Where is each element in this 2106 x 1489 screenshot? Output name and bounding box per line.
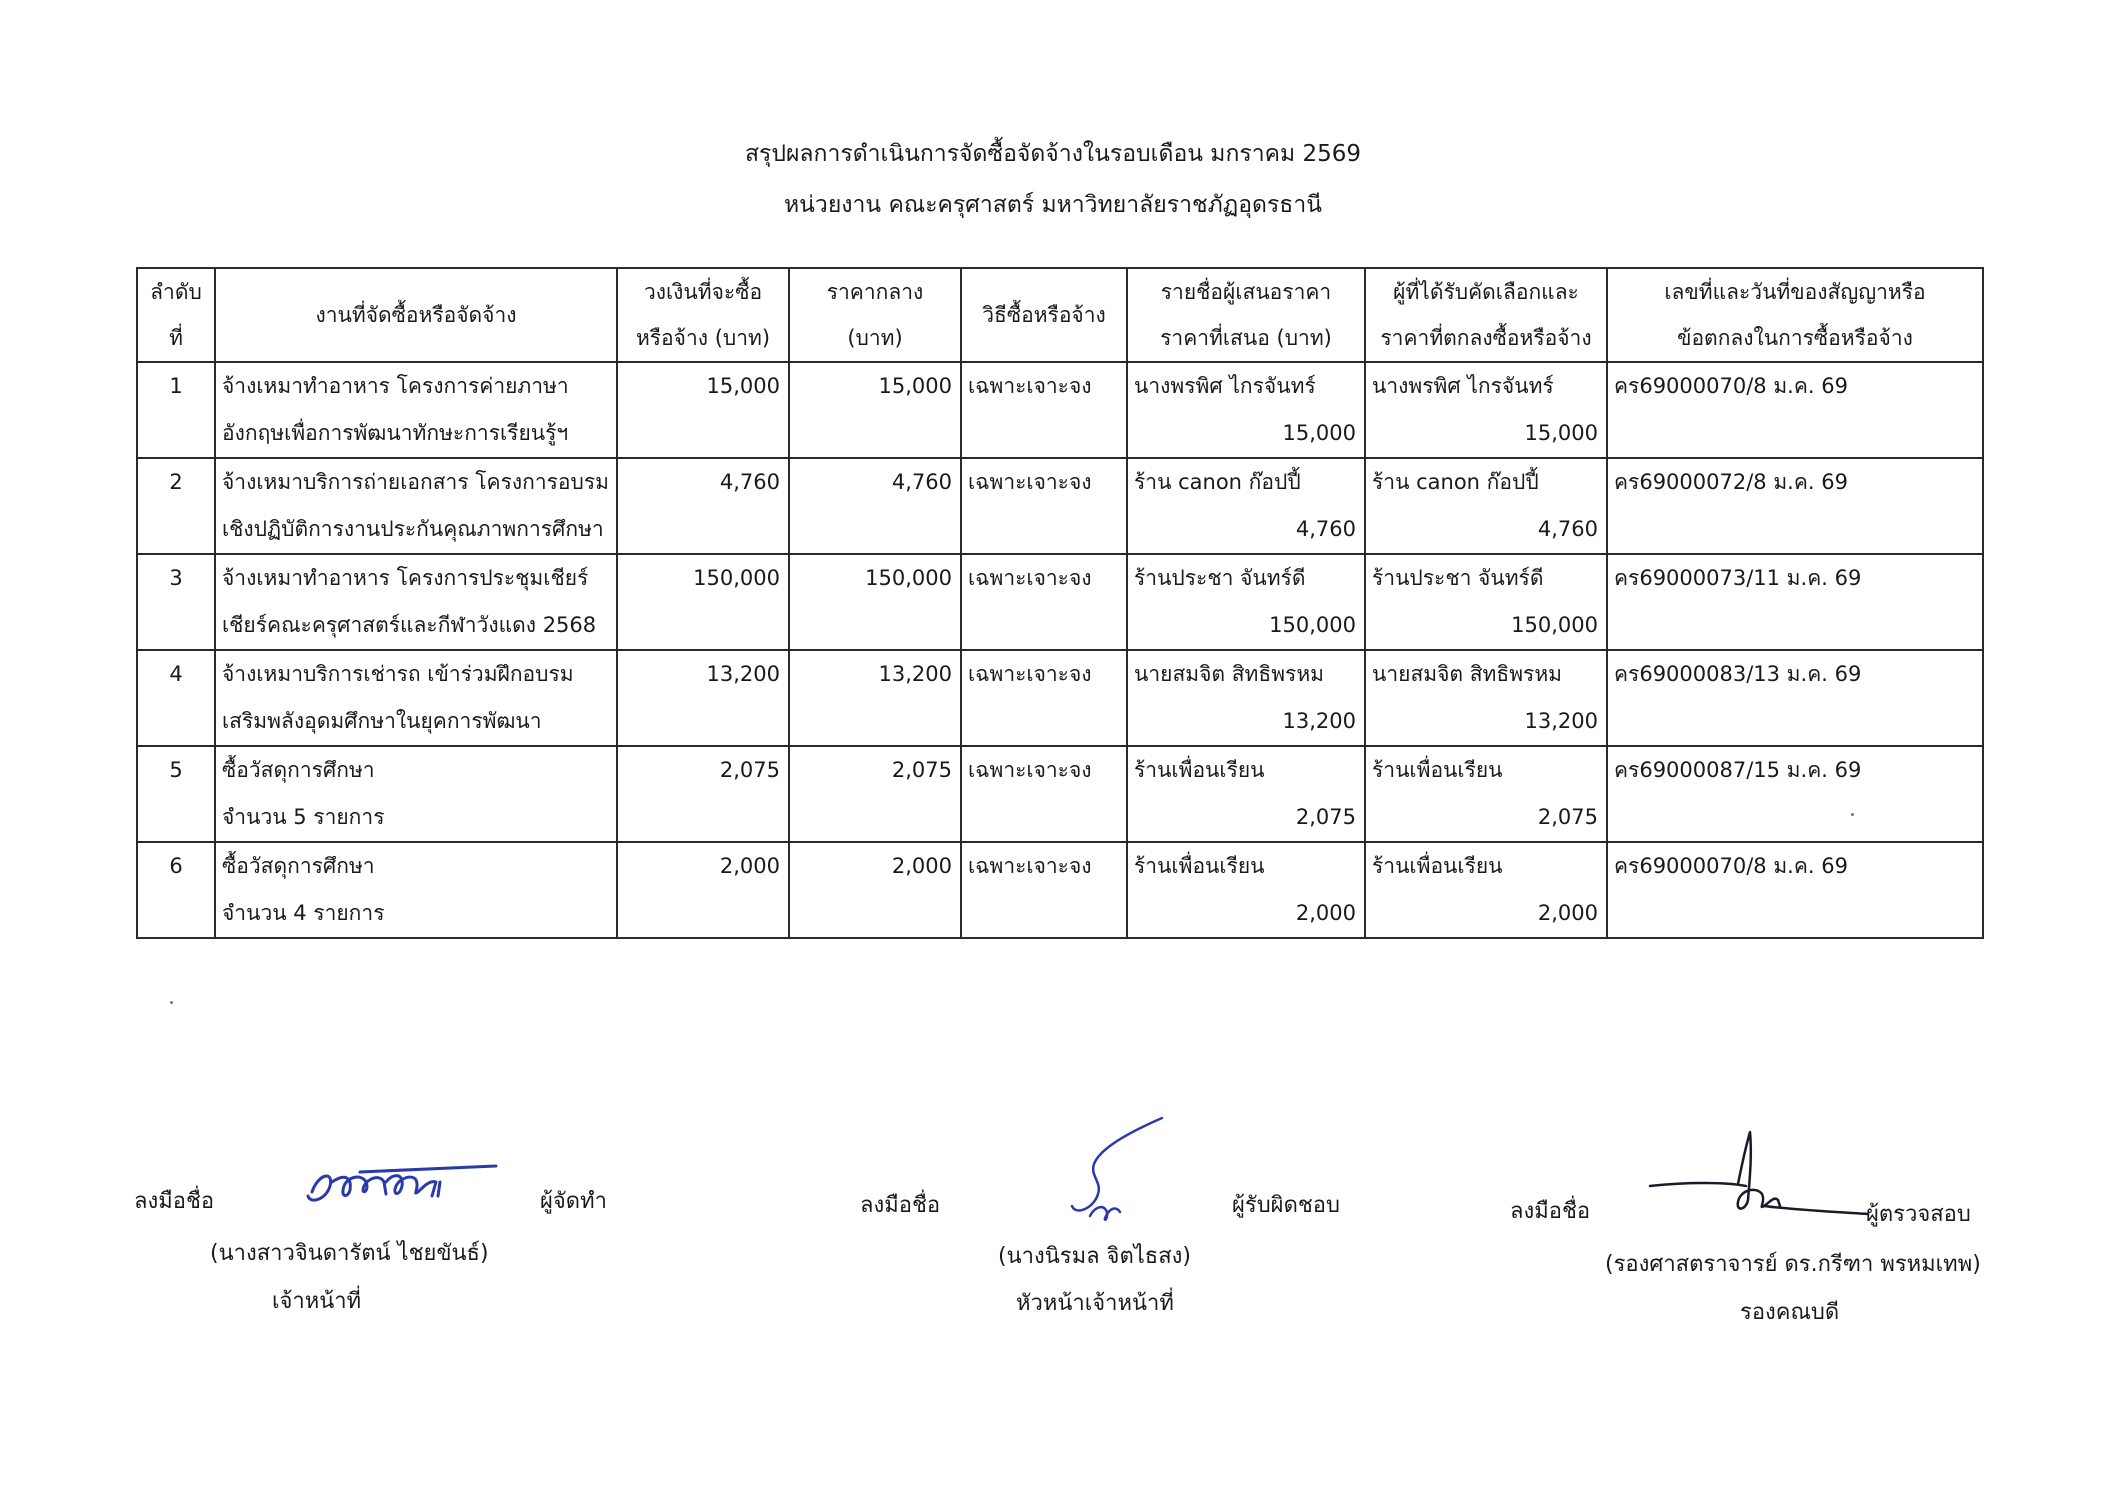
- row-no: 1: [169, 374, 183, 398]
- page-title: สรุปผลการดำเนินการจัดซื้อจัดจ้างในรอบเดือน มกราคม 2569: [744, 141, 1362, 167]
- signer-position: เจ้าหน้าที่: [272, 1289, 362, 1314]
- col-header-bidders: รายชื่อผู้เสนอราคา ราคาที่เสนอ (บาท): [1127, 268, 1365, 362]
- row-no: 4: [169, 662, 183, 686]
- table-row: [137, 362, 1983, 458]
- row-contract: คร69000073/11 ม.ค. 69: [1614, 566, 1862, 590]
- col-header-winner: ผู้ที่ได้รับคัดเลือกและ ราคาที่ตกลงซื้อหรือจ้าง: [1365, 268, 1607, 362]
- row-bidder-name: ร้านประชา จันทร์ดี: [1134, 566, 1306, 590]
- row-bidder-name: ร้านเพื่อนเรียน: [1134, 854, 1265, 878]
- row-median-price: 2,000: [891, 854, 952, 878]
- col-header-method: วิธีซื้อหรือจ้าง: [961, 268, 1127, 362]
- handwritten-signature: [1050, 1112, 1180, 1232]
- row-bidder-name: นายสมจิต สิทธิพรหม: [1134, 662, 1325, 686]
- row-winner-price: 4,760: [1537, 517, 1598, 541]
- row-item-line1: ซื้อวัสดุการศึกษา: [222, 758, 375, 782]
- role-label: ผู้จัดทำ: [540, 1189, 607, 1214]
- row-winner-name: ร้าน canon ก๊อปปี้: [1372, 470, 1539, 494]
- row-median-price: 13,200: [878, 662, 952, 686]
- sign-label: ลงมือชื่อ: [1510, 1199, 1591, 1224]
- row-item-line2: อังกฤษเพื่อการพัฒนาทักษะการเรียนรู้ฯ: [222, 421, 569, 445]
- col-header-no: ลำดับ ที่: [137, 268, 215, 362]
- role-label: ผู้ตรวจสอบ: [1866, 1202, 1971, 1227]
- row-budget: 15,000: [706, 374, 780, 398]
- handwritten-signature: [300, 1152, 500, 1216]
- signer-position: รองคณบดี: [1740, 1300, 1840, 1325]
- row-winner-price: 13,200: [1524, 709, 1598, 733]
- row-bidder-price: 4,760: [1295, 517, 1356, 541]
- row-median-price: 2,075: [891, 758, 952, 782]
- row-winner-price: 15,000: [1524, 421, 1598, 445]
- page-subtitle: หน่วยงาน คณะครุศาสตร์ มหาวิทยาลัยราชภัฏอุดรธานี: [784, 192, 1322, 218]
- row-method: เฉพาะเจาะจง: [968, 854, 1092, 878]
- row-method: เฉพาะเจาะจง: [968, 758, 1092, 782]
- row-winner-price: 2,000: [1537, 901, 1598, 925]
- row-method: เฉพาะเจาะจง: [968, 566, 1092, 590]
- row-winner-price: 2,075: [1537, 805, 1598, 829]
- scan-speck: [170, 1001, 173, 1004]
- row-bidder-price: 2,000: [1295, 901, 1356, 925]
- signer-position: หัวหน้าเจ้าหน้าที่: [1016, 1291, 1174, 1316]
- signer-name: (นางนิรมล จิตไธสง): [998, 1244, 1191, 1269]
- row-item-line2: จำนวน 4 รายการ: [222, 901, 385, 925]
- row-contract: คร69000072/8 ม.ค. 69: [1614, 470, 1848, 494]
- row-item-line1: จ้างเหมาทำอาหาร โครงการค่ายภาษา: [222, 374, 569, 398]
- col-header-median-price: ราคากลาง (บาท): [789, 268, 961, 362]
- scan-speck: [1851, 813, 1854, 816]
- row-bidder-price: 13,200: [1282, 709, 1356, 733]
- row-winner-price: 150,000: [1511, 613, 1598, 637]
- row-bidder-price: 2,075: [1295, 805, 1356, 829]
- row-contract: คร69000087/15 ม.ค. 69: [1614, 758, 1862, 782]
- row-item-line1: จ้างเหมาทำอาหาร โครงการประชุมเชียร์: [222, 566, 589, 590]
- row-item-line2: เชียร์คณะครุศาสตร์และกีฬาวังแดง 2568: [222, 613, 597, 637]
- col-header-item: งานที่จัดซื้อหรือจัดจ้าง: [215, 268, 617, 362]
- row-winner-name: ร้านเพื่อนเรียน: [1372, 854, 1503, 878]
- table-header-row: [137, 268, 1983, 362]
- row-winner-name: นายสมจิต สิทธิพรหม: [1372, 662, 1563, 686]
- row-contract: คร69000083/13 ม.ค. 69: [1614, 662, 1862, 686]
- row-budget: 2,000: [719, 854, 780, 878]
- row-winner-name: ร้านประชา จันทร์ดี: [1372, 566, 1544, 590]
- table-row: [137, 842, 1983, 938]
- row-item-line1: จ้างเหมาบริการเช่ารถ เข้าร่วมฝึกอบรม: [222, 662, 574, 686]
- table-row: [137, 746, 1983, 842]
- row-item-line2: จำนวน 5 รายการ: [222, 805, 385, 829]
- row-contract: คร69000070/8 ม.ค. 69: [1614, 854, 1848, 878]
- row-median-price: 15,000: [878, 374, 952, 398]
- table-row: [137, 458, 1983, 554]
- row-bidder-name: ร้านเพื่อนเรียน: [1134, 758, 1265, 782]
- row-budget: 2,075: [719, 758, 780, 782]
- row-bidder-name: นางพรพิศ ไกรจันทร์: [1134, 374, 1316, 398]
- row-winner-name: นางพรพิศ ไกรจันทร์: [1372, 374, 1554, 398]
- row-method: เฉพาะเจาะจง: [968, 470, 1092, 494]
- row-no: 3: [169, 566, 183, 590]
- signer-name: (นางสาวจินดารัตน์ ไชยขันธ์): [210, 1241, 489, 1266]
- row-item-line1: ซื้อวัสดุการศึกษา: [222, 854, 375, 878]
- row-contract: คร69000070/8 ม.ค. 69: [1614, 374, 1848, 398]
- row-budget: 13,200: [706, 662, 780, 686]
- row-method: เฉพาะเจาะจง: [968, 374, 1092, 398]
- sign-label: ลงมือชื่อ: [134, 1189, 215, 1214]
- row-median-price: 150,000: [865, 566, 952, 590]
- row-winner-name: ร้านเพื่อนเรียน: [1372, 758, 1503, 782]
- row-item-line2: เชิงปฏิบัติการงานประกันคุณภาพการศึกษา: [222, 517, 604, 541]
- table-row: [137, 650, 1983, 746]
- signer-name: (รองศาสตราจารย์ ดร.กรีฑา พรหมเทพ): [1605, 1252, 1981, 1277]
- row-item-line1: จ้างเหมาบริการถ่ายเอกสาร โครงการอบรม: [222, 470, 609, 494]
- row-budget: 4,760: [719, 470, 780, 494]
- row-bidder-price: 15,000: [1282, 421, 1356, 445]
- row-bidder-price: 150,000: [1269, 613, 1356, 637]
- sign-label: ลงมือชื่อ: [860, 1193, 941, 1218]
- table-row: [137, 554, 1983, 650]
- row-median-price: 4,760: [891, 470, 952, 494]
- row-no: 2: [169, 470, 183, 494]
- row-item-line2: เสริมพลังอุดมศึกษาในยุคการพัฒนา: [222, 709, 542, 733]
- col-header-budget: วงเงินที่จะซื้อ หรือจ้าง (บาท): [617, 268, 789, 362]
- procurement-table: [136, 267, 1984, 939]
- row-bidder-name: ร้าน canon ก๊อปปี้: [1134, 470, 1301, 494]
- row-budget: 150,000: [693, 566, 780, 590]
- row-method: เฉพาะเจาะจง: [968, 662, 1092, 686]
- handwritten-signature: [1646, 1124, 1870, 1228]
- row-no: 6: [169, 854, 183, 878]
- role-label: ผู้รับผิดชอบ: [1232, 1193, 1340, 1218]
- col-header-contract: เลขที่และวันที่ของสัญญาหรือ ข้อตกลงในการซื้อหรือจ้าง: [1607, 268, 1983, 362]
- row-no: 5: [169, 758, 183, 782]
